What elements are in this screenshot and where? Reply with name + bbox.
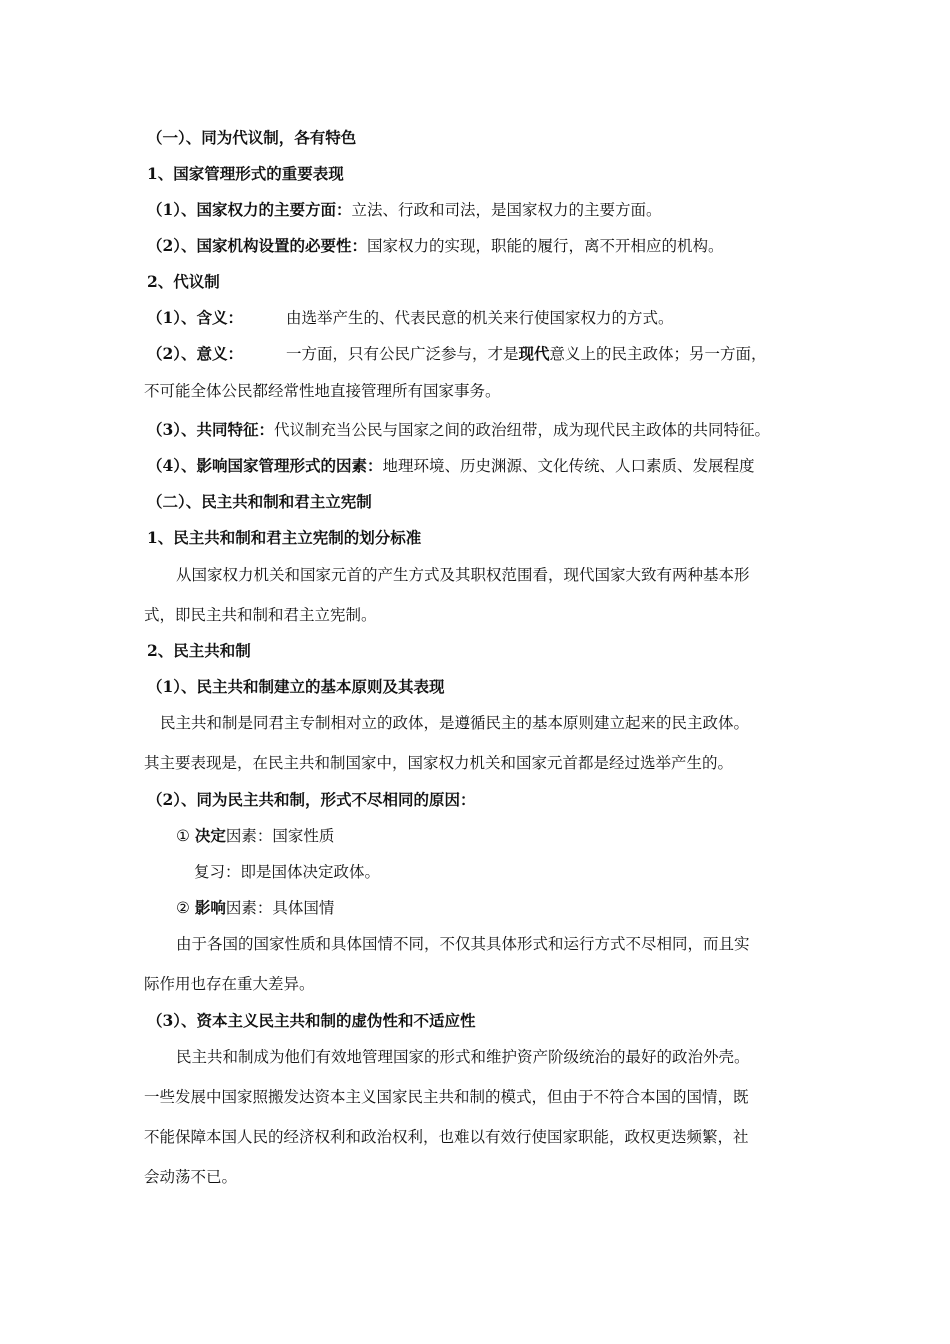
paragraph-line: 其主要表现是，在民主共和制国家中，国家权力机关和国家元首都是经过选举产生的。	[144, 754, 734, 772]
section-2-heading: （二）、民主共和制和君主立宪制	[147, 492, 372, 511]
circled-number: ②	[176, 899, 190, 917]
section-1-2-heading: 2、代议制	[147, 272, 220, 291]
item-1-2-2-continued: 不可能全体公民都经常性地直接管理所有国家事务。	[144, 382, 501, 400]
list-item-determining-factor	[176, 826, 334, 846]
item-text: 代议制充当公民与国家之间的政治纽带，成为现代民主政体的共同特征。	[274, 421, 771, 439]
item-text: 因素：具体国情	[225, 899, 335, 917]
section-2-2-3-heading: （3）、资本主义民主共和制的虚伪性和不适应性	[147, 1011, 476, 1030]
paragraph-line: 一些发展中国家照搬发达资本主义国家民主共和制的模式，但由于不符合本国的国情，既	[144, 1088, 749, 1106]
item-1-2-2	[147, 344, 767, 364]
item-1-1-1	[147, 200, 662, 220]
list-item-influencing-factor	[176, 898, 334, 918]
item-text-a: 一方面，只有公民广泛参与，才是	[286, 345, 519, 363]
item-text: 立法、行政和司法，是国家权力的主要方面。	[351, 201, 662, 219]
review-note: 复习：即是国体决定政体。	[194, 863, 381, 881]
item-bold: 影响	[194, 898, 226, 917]
item-1-1-2	[147, 236, 724, 256]
item-text-b: 意义上的民主政体；另一方面，	[549, 345, 767, 363]
circled-number: ①	[176, 827, 190, 845]
item-text: 国家权力的实现，职能的履行，离不开相应的机构。	[367, 237, 724, 255]
paragraph-line: 民主共和制成为他们有效地管理国家的形式和维护资产阶级统治的最好的政治外壳。	[176, 1048, 750, 1066]
paragraph-line: 民主共和制是同君主专制相对立的政体，是遵循民主的基本原则建立起来的民主政体。	[160, 714, 750, 732]
paragraph-line: 会动荡不已。	[144, 1168, 238, 1186]
item-label: （1）、含义：	[147, 308, 244, 327]
item-bold: 决定	[194, 826, 226, 845]
paragraph-line: 不能保障本国人民的经济权利和政治权利，也难以有效行使国家职能，政权更迭频繁，社	[144, 1128, 749, 1146]
item-text: 由选举产生的、代表民意的机关来行使国家权力的方式。	[286, 309, 674, 327]
paragraph-line: 式，即民主共和制和君主立宪制。	[144, 606, 377, 624]
section-1-1-heading: 1、国家管理形式的重要表现	[147, 164, 344, 183]
item-label: （4）、影响国家管理形式的因素：	[147, 456, 383, 475]
paragraph-line: 由于各国的国家性质和具体国情不同，不仅其具体形式和运行方式不尽相同，而且实	[176, 935, 750, 953]
item-text: 因素：国家性质	[225, 827, 335, 845]
section-2-2-heading: 2、民主共和制	[147, 641, 251, 660]
item-label: （3）、共同特征：	[147, 420, 275, 439]
section-2-1-heading: 1、民主共和制和君主立宪制的划分标准	[147, 528, 422, 547]
item-1-2-1	[147, 308, 674, 328]
item-1-2-3	[147, 420, 770, 440]
section-2-2-2-heading: （2）、同为民主共和制，形式不尽相同的原因：	[147, 790, 476, 809]
item-text-bold: 现代	[518, 344, 550, 363]
item-label: （1）、国家权力的主要方面：	[147, 200, 352, 219]
item-label: （2）、国家机构设置的必要性：	[147, 236, 368, 255]
paragraph-line: 从国家权力机关和国家元首的产生方式及其职权范围看，现代国家大致有两种基本形	[176, 566, 750, 584]
item-text: 地理环境、历史渊源、文化传统、人口素质、发展程度	[382, 457, 755, 475]
section-2-2-1-heading: （1）、民主共和制建立的基本原则及其表现	[147, 677, 445, 696]
item-1-2-4	[147, 456, 755, 476]
item-label: （2）、意义：	[147, 344, 244, 363]
item-text	[286, 344, 767, 364]
section-1-heading: （一）、同为代议制，各有特色	[147, 128, 357, 147]
paragraph-line: 际作用也存在重大差异。	[144, 975, 315, 993]
